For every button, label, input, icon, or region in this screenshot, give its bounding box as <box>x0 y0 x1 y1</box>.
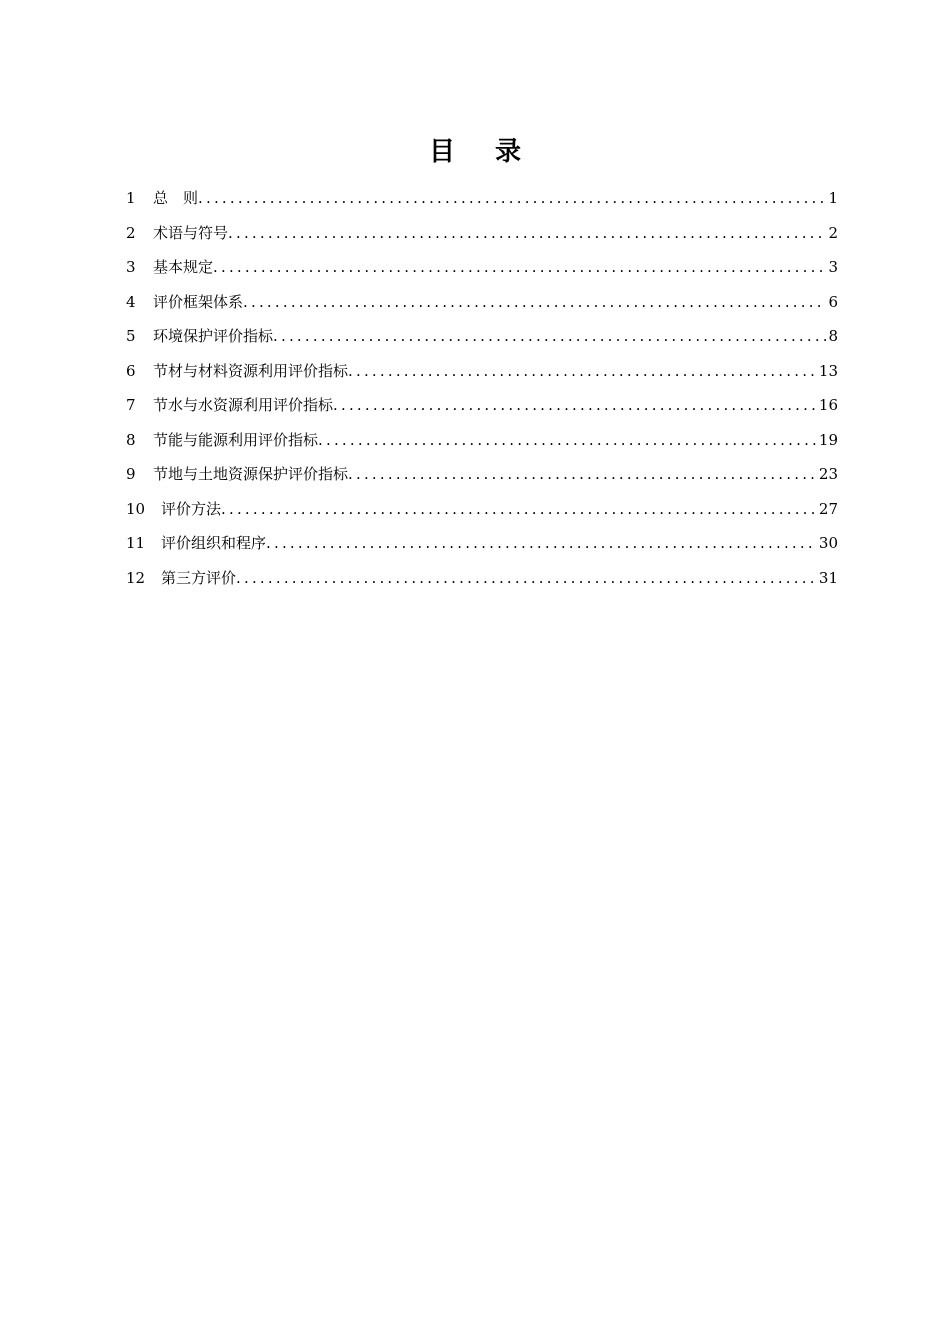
toc-entry-page: 16 <box>818 396 838 414</box>
toc-entry-page: 19 <box>818 430 838 449</box>
toc-entry-page: 13 <box>818 361 838 380</box>
table-of-contents <box>126 181 838 595</box>
toc-entry-title: 第三方评价 <box>161 568 237 587</box>
toc-entry[interactable] <box>126 319 838 354</box>
toc-entry-title: 环境保护评价指标 <box>153 327 274 345</box>
toc-entry-page: 2 <box>828 223 838 242</box>
page-title: 目录 <box>428 137 561 167</box>
toc-entry-title: 基本规定 <box>153 258 214 276</box>
toc-dot-leader <box>273 319 826 354</box>
toc-entry-title: 评价方法 <box>161 499 222 518</box>
toc-entry-number: 10 <box>126 499 146 518</box>
toc-entry-page: 8 <box>828 327 838 345</box>
toc-entry-number: 8 <box>126 430 136 449</box>
toc-entry-title: 节水与水资源利用评价指标 <box>153 396 334 414</box>
toc-dot-leader <box>213 250 826 285</box>
toc-entry[interactable] <box>126 285 838 320</box>
toc-entry-page: 1 <box>828 189 838 207</box>
toc-entry-number: 2 <box>126 223 136 242</box>
toc-entry[interactable] <box>126 457 838 492</box>
toc-entry-number: 11 <box>126 534 146 552</box>
toc-entry[interactable] <box>126 354 838 389</box>
toc-entry-title: 评价组织和程序 <box>161 534 267 552</box>
toc-entry[interactable] <box>126 216 838 251</box>
toc-dot-leader <box>236 561 817 596</box>
toc-entry-page: 6 <box>828 292 838 311</box>
toc-entry-number: 4 <box>126 292 136 311</box>
toc-dot-leader <box>318 423 817 458</box>
toc-entry-title: 节能与能源利用评价指标 <box>153 430 319 449</box>
toc-entry-number: 9 <box>126 465 136 483</box>
toc-entry[interactable] <box>126 388 838 423</box>
toc-entry[interactable] <box>126 250 838 285</box>
toc-entry-title: 节材与材料资源利用评价指标 <box>153 361 349 380</box>
toc-entry-title: 总 则 <box>153 189 199 207</box>
toc-dot-leader <box>198 181 826 216</box>
toc-dot-leader <box>243 285 826 320</box>
toc-entry-number: 1 <box>126 189 136 207</box>
toc-dot-leader <box>348 457 817 492</box>
toc-dot-leader <box>348 354 817 389</box>
toc-entry-page: 23 <box>818 465 838 483</box>
toc-entry-page: 3 <box>828 258 838 276</box>
toc-entry-title: 术语与符号 <box>153 223 229 242</box>
toc-entry-page: 27 <box>818 499 838 518</box>
toc-entry[interactable] <box>126 181 838 216</box>
toc-entry-number: 7 <box>126 396 136 414</box>
toc-entry-page: 30 <box>818 534 838 552</box>
toc-entry-number: 3 <box>126 258 136 276</box>
toc-entry[interactable] <box>126 526 838 561</box>
toc-entry-number: 5 <box>126 327 136 345</box>
toc-entry[interactable] <box>126 423 838 458</box>
toc-entry[interactable] <box>126 492 838 527</box>
toc-entry-title: 评价框架体系 <box>153 292 244 311</box>
toc-entry-title: 节地与土地资源保护评价指标 <box>153 465 349 483</box>
toc-entry-number: 6 <box>126 361 136 380</box>
toc-dot-leader <box>266 526 817 561</box>
toc-entry-page: 31 <box>818 568 838 587</box>
toc-dot-leader <box>333 388 817 423</box>
toc-dot-leader <box>228 216 826 251</box>
toc-dot-leader <box>221 492 817 527</box>
toc-entry-number: 12 <box>126 568 146 587</box>
toc-entry[interactable] <box>126 561 838 596</box>
